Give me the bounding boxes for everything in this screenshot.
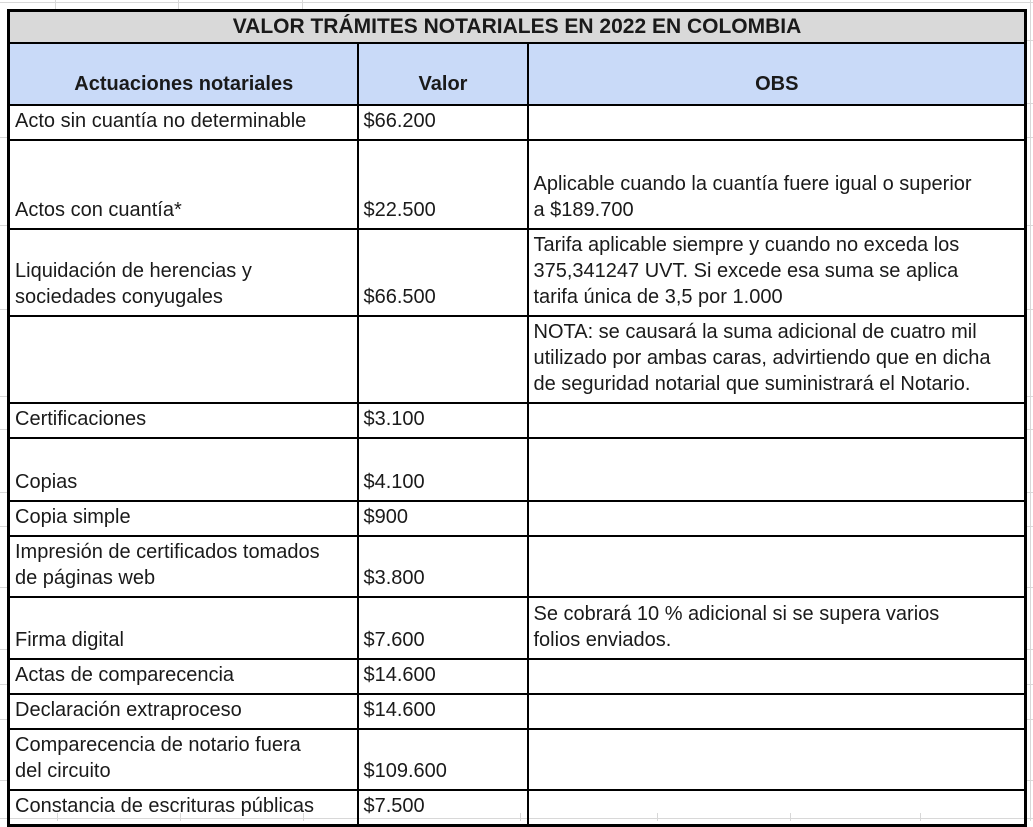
cell-actuacion: Copia simple xyxy=(9,501,358,536)
cell-valor: $66.500 xyxy=(358,229,528,316)
cell-valor: $4.100 xyxy=(358,438,528,501)
cell-actuacion: Constancia de escrituras públicas xyxy=(9,790,358,826)
cell-obs xyxy=(528,729,1026,790)
cell-obs xyxy=(528,659,1026,694)
table-row xyxy=(9,536,1026,597)
cell-obs xyxy=(528,403,1026,438)
cell-obs xyxy=(528,694,1026,729)
cell-valor: $900 xyxy=(358,501,528,536)
cell-valor: $7.600 xyxy=(358,597,528,659)
cell-obs xyxy=(528,438,1026,501)
table-row xyxy=(9,140,1026,229)
cell-valor xyxy=(358,316,528,403)
cell-obs: NOTA: se causará la suma adicional de cuatro mil utilizado por ambas caras, advirtiendo que en dicha de seguridad notarial que suministrará el Notario. xyxy=(528,316,1026,403)
cell-actuacion xyxy=(9,316,358,403)
cell-actuacion: Liquidación de herencias y sociedades conyugales xyxy=(9,229,358,316)
sheet-gridline xyxy=(55,0,56,9)
sheet-gridline xyxy=(0,429,7,430)
cell-actuacion: Comparecencia de notario fuera del circuito xyxy=(9,729,358,790)
sheet-gridline xyxy=(0,396,7,397)
cell-valor: $14.600 xyxy=(358,694,528,729)
sheet-gridline xyxy=(1030,0,1031,821)
table-row xyxy=(9,501,1026,536)
cell-actuacion: Firma digital xyxy=(9,597,358,659)
cell-actuacion: Declaración extraproceso xyxy=(9,694,358,729)
column-header-valor: Valor xyxy=(358,43,528,105)
table-row xyxy=(9,438,1026,501)
table-row xyxy=(9,694,1026,729)
sheet-gridline xyxy=(178,0,179,9)
sheet-gridline xyxy=(0,684,7,685)
cell-actuacion: Impresión de certificados tomados de páginas web xyxy=(9,536,358,597)
cell-valor: $22.500 xyxy=(358,140,528,229)
table-row xyxy=(9,729,1026,790)
sheet-gridline xyxy=(302,0,303,9)
cell-valor: $3.100 xyxy=(358,403,528,438)
table-row xyxy=(9,659,1026,694)
column-header-actuaciones: Actuaciones notariales xyxy=(9,43,358,105)
sheet-gridline xyxy=(0,309,7,310)
sheet-gridline xyxy=(0,492,7,493)
cell-obs: Aplicable cuando la cuantía fuere igual o superior a $189.700 xyxy=(528,140,1026,229)
cell-actuacion: Actas de comparecencia xyxy=(9,659,358,694)
cell-obs xyxy=(528,790,1026,826)
cell-obs xyxy=(528,536,1026,597)
cell-obs: Se cobrará 10 % adicional si se supera varios folios enviados. xyxy=(528,597,1026,659)
table-row xyxy=(9,11,1026,44)
sheet-gridline xyxy=(0,649,7,650)
table-row xyxy=(9,105,1026,140)
sheet-gridline xyxy=(0,526,7,527)
table-header-row xyxy=(9,43,1026,105)
sheet-gridline xyxy=(0,225,7,226)
cell-valor: $7.500 xyxy=(358,790,528,826)
cell-obs xyxy=(528,501,1026,536)
sheet-gridline xyxy=(0,2,1033,3)
table-row xyxy=(9,790,1026,826)
sheet-gridline xyxy=(0,137,7,138)
sheet-gridline xyxy=(0,780,7,781)
cell-actuacion: Actos con cuantía* xyxy=(9,140,358,229)
notary-fees-table xyxy=(7,9,1027,827)
table-row xyxy=(9,597,1026,659)
cell-obs: Tarifa aplicable siempre y cuando no exceda los 375,341247 UVT. Si excede esa suma se aplica tarifa única de 3,5 por 1.000 xyxy=(528,229,1026,316)
cell-obs xyxy=(528,105,1026,140)
cell-actuacion: Certificaciones xyxy=(9,403,358,438)
sheet-gridline xyxy=(0,587,7,588)
cell-actuacion: Acto sin cuantía no determinable xyxy=(9,105,358,140)
table-row xyxy=(9,403,1026,438)
column-header-obs: OBS xyxy=(528,43,1026,105)
cell-actuacion: Copias xyxy=(9,438,358,501)
sheet-gridline xyxy=(0,719,7,720)
page-title: VALOR TRÁMITES NOTARIALES EN 2022 EN COLOMBIA xyxy=(9,11,1026,44)
cell-valor: $66.200 xyxy=(358,105,528,140)
cell-valor: $14.600 xyxy=(358,659,528,694)
table-row xyxy=(9,316,1026,403)
cell-valor: $109.600 xyxy=(358,729,528,790)
cell-valor: $3.800 xyxy=(358,536,528,597)
table-row xyxy=(9,229,1026,316)
